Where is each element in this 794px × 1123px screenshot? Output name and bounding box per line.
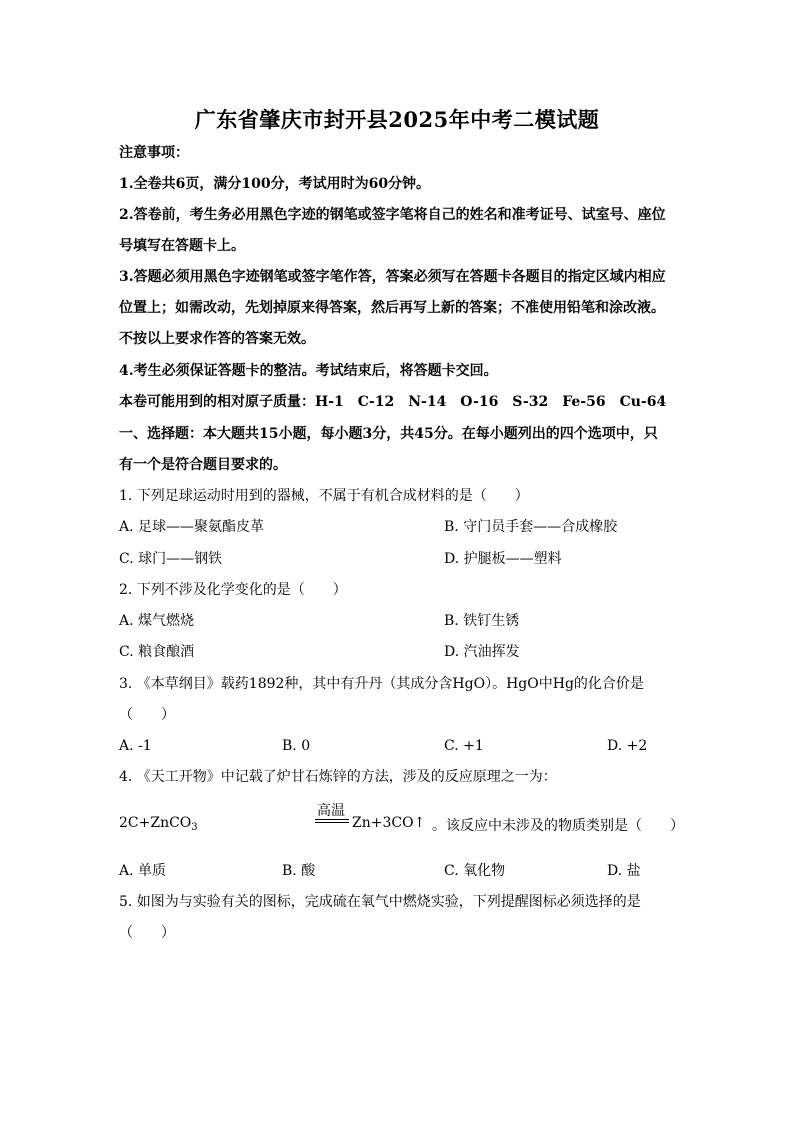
equation-bar (315, 819, 349, 820)
note-line: 3.答题必须用黑色字迹钢笔或签字笔作答，答案必须写在答题卡各题目的指定区域内相应 (119, 269, 666, 285)
q1-option-d: D. 护腿板——塑料 (444, 551, 562, 567)
q4-option-b: B. 酸 (282, 863, 316, 879)
section-heading: 一、选择题：本大题共15小题，每小题3分，共45分。在每小题列出的四个选项中，只 (119, 426, 658, 442)
q1-option-c: C. 球门——钢铁 (119, 551, 223, 567)
section-heading: 有一个是符合题目要求的。 (119, 457, 287, 473)
note-line: 2.答卷前，考生务必用黑色字迹的钢笔或签字笔将自己的姓名和准考证号、试室号、座位 (119, 207, 666, 223)
question-1-stem: 1. 下列足球运动时用到的器械，不属于有机合成材料的是（ ） (119, 488, 529, 504)
question-4-stem: 4. 《天工开物》中记载了炉甘石炼锌的方法，涉及的反应原理之一为： (119, 769, 557, 785)
q2-option-d: D. 汽油挥发 (444, 644, 520, 660)
page-title: 广东省肇庆市封开县2025年中考二模试题 (194, 107, 600, 132)
equation-products: Zn+3CO↑ (352, 815, 426, 831)
q3-option-c: C. +1 (444, 738, 484, 754)
notes-heading: 注意事项： (119, 145, 189, 161)
q3-option-a: A. -1 (119, 738, 152, 754)
question-5-stem-cont: （ ） (119, 925, 175, 941)
note-line: 不按以上要求作答的答案无效。 (119, 331, 315, 347)
question-2-stem: 2. 下列不涉及化学变化的是（ ） (119, 582, 347, 598)
note-line: 位置上；如需改动，先划掉原来得答案，然后再写上新的答案；不准使用铅笔和涂改液。 (119, 300, 665, 316)
atomic-masses: 本卷可能用到的相对原子质量：H-1 C-12 N-14 O-16 S-32 Fe-56 Cu-64 (119, 394, 667, 410)
q4-option-d: D. 盐 (607, 863, 641, 879)
q3-option-d: D. +2 (607, 738, 648, 754)
reaction-condition: 高温 (317, 803, 345, 819)
q2-option-a: A. 煤气燃烧 (119, 613, 195, 629)
q4-option-a: A. 单质 (119, 863, 167, 879)
q4-option-c: C. 氧化物 (444, 863, 506, 879)
q1-option-b: B. 守门员手套——合成橡胶 (444, 519, 618, 535)
question-3-stem: 3. 《本草纲目》载药1892种，其中有升丹（其成分含HgO）。HgO中Hg的化合价是 (119, 676, 644, 692)
q2-option-c: C. 粮食酿酒 (119, 644, 195, 660)
q1-option-a: A. 足球——聚氨酯皮革 (119, 519, 265, 535)
note-line: 号填写在答题卡上。 (119, 238, 245, 254)
note-line: 1.全卷共6页，满分100分，考试用时为60分钟。 (119, 176, 431, 192)
q2-option-b: B. 铁钉生锈 (444, 613, 520, 629)
note-line: 4.考生必须保证答题卡的整洁。考试结束后，将答题卡交回。 (119, 363, 498, 379)
equation-reactants: 2C+ZnCO$_3$ (119, 815, 198, 833)
reaction-equation (119, 800, 684, 840)
equation-bar (315, 822, 349, 823)
question-3-stem-cont: （ ） (119, 707, 175, 723)
question-5-stem: 5. 如图为与实验有关的图标，完成硫在氧气中燃烧实验，下列提醒图标必须选择的是 (119, 894, 641, 910)
q3-option-b: B. 0 (282, 738, 311, 754)
question-4-tail: 。该反应中未涉及的物质类别是（ ） (432, 818, 684, 834)
